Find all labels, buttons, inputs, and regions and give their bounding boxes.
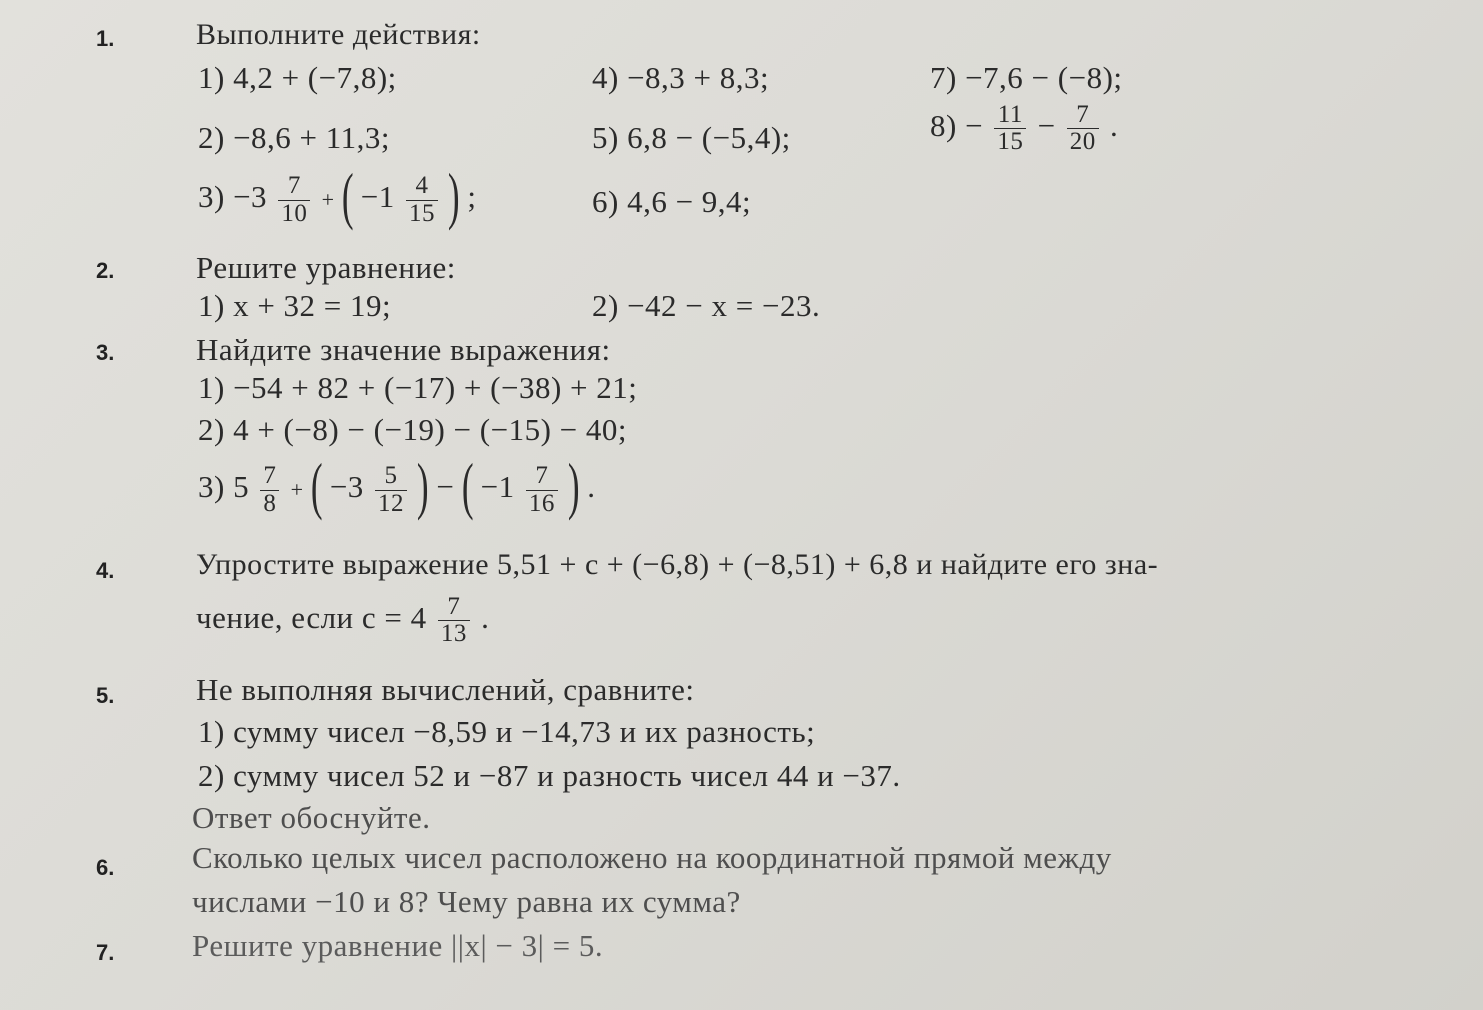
- task-1-item-8-prefix: 8) −: [930, 107, 984, 143]
- task-1-item-8-fraction-2: [1067, 102, 1099, 156]
- task-4-line-1: Упростите выражение 5,51 + c + (−6,8) + (−8,51) + 6,8 и найдите его зна-: [196, 548, 1159, 581]
- task-1-item-2: 2) −8,6 + 11,3;: [198, 120, 391, 155]
- task-1-item-4: 4) −8,3 + 8,3;: [592, 60, 770, 95]
- task-1-number: 1.: [96, 26, 115, 51]
- task-3-item-3-plus: +: [290, 477, 304, 503]
- fraction-denominator: 10: [278, 200, 310, 227]
- task-1-title: Выполните действия:: [196, 18, 481, 51]
- fraction-denominator: 20: [1067, 128, 1099, 155]
- task-3-item-3: [198, 450, 596, 522]
- right-parenthesis: ): [448, 160, 461, 231]
- fraction-numerator: 7: [263, 462, 277, 490]
- right-parenthesis: ): [417, 450, 430, 521]
- task-2-item-1: 1) x + 32 = 19;: [198, 288, 392, 323]
- task-1-item-8-end: .: [1110, 107, 1119, 143]
- task-5-item-1: 1) сумму чисел −8,59 и −14,73 и их разность;: [198, 714, 816, 749]
- right-parenthesis: ): [568, 450, 581, 521]
- task-5-title: Не выполняя вычислений, сравните:: [196, 672, 695, 707]
- task-2-item-2: 2) −42 − x = −23.: [592, 288, 821, 323]
- task-2-title: Решите уравнение:: [196, 250, 456, 285]
- task-4-line-2-prefix: чение, если c = 4: [196, 599, 427, 635]
- task-1-item-8-fraction-1: [994, 102, 1026, 156]
- task-6-number: 6.: [96, 855, 115, 880]
- task-1-item-3-end: ;: [467, 179, 477, 215]
- left-parenthesis: (: [341, 160, 354, 231]
- task-3-item-3-fraction-1: [260, 463, 279, 517]
- task-1-item-6: 6) 4,6 − 9,4;: [592, 184, 752, 219]
- fraction-numerator: 11: [997, 101, 1023, 128]
- task-3-item-3-prefix: 3) 5: [198, 469, 250, 505]
- task-1-item-8-minus: −: [1037, 107, 1056, 143]
- fraction-denominator: 8: [260, 490, 279, 517]
- task-3-number: 3.: [96, 340, 115, 365]
- fraction-numerator: 5: [384, 462, 398, 490]
- fraction-numerator: 7: [535, 462, 549, 490]
- task-3-item-3-inner-1: −3: [329, 469, 364, 505]
- task-6-line-2: числами −10 и 8? Чему равна их сумма?: [192, 884, 741, 919]
- task-3-item-3-minus: −: [436, 469, 455, 505]
- task-1-item-3-fraction-2: [406, 173, 438, 227]
- task-1-item-7: 7) −7,6 − (−8);: [930, 60, 1123, 95]
- task-6-line-1: Сколько целых чисел расположено на координатной прямой между: [192, 840, 1112, 875]
- left-parenthesis: (: [310, 450, 323, 521]
- fraction-denominator: 16: [526, 490, 558, 517]
- fraction-numerator: 7: [287, 172, 301, 200]
- fraction-denominator: 15: [406, 200, 438, 227]
- task-5-item-2: 2) сумму чисел 52 и −87 и разность чисел 44 и −37.: [198, 758, 901, 793]
- task-7-number: 7.: [96, 940, 115, 965]
- task-1-item-3-inner: −1: [360, 179, 395, 215]
- task-3-item-2: 2) 4 + (−8) − (−19) − (−15) − 40;: [198, 412, 628, 447]
- fraction-denominator: 13: [438, 620, 470, 647]
- task-2-number: 2.: [96, 258, 115, 283]
- task-5-note: Ответ обоснуйте.: [192, 800, 431, 835]
- task-3-item-3-end: .: [587, 469, 596, 505]
- task-1-item-3: [198, 160, 477, 232]
- task-1-item-8: [930, 102, 1118, 156]
- task-3-title: Найдите значение выражения:: [196, 332, 611, 367]
- fraction-numerator: 7: [447, 593, 461, 620]
- task-3-item-3-fraction-2: [375, 463, 407, 517]
- task-3-item-1: 1) −54 + 82 + (−17) + (−38) + 21;: [198, 370, 638, 405]
- fraction-numerator: 4: [415, 172, 429, 200]
- fraction-denominator: 15: [994, 128, 1026, 155]
- task-1-item-3-prefix: 3) −3: [198, 179, 268, 215]
- task-4-number: 4.: [96, 558, 115, 583]
- task-4-fraction: [438, 594, 470, 648]
- task-1-item-3-plus: +: [321, 187, 335, 213]
- left-parenthesis: (: [461, 450, 474, 521]
- task-1-item-1: 1) 4,2 + (−7,8);: [198, 60, 397, 95]
- fraction-denominator: 12: [375, 490, 407, 517]
- task-7-text: Решите уравнение ||x| − 3| = 5.: [192, 928, 604, 963]
- task-3-item-3-fraction-3: [526, 463, 558, 517]
- task-4-line-2: [196, 594, 489, 648]
- task-3-item-3-inner-2: −1: [480, 469, 515, 505]
- task-4-line-2-end: .: [481, 599, 490, 635]
- task-1-item-3-fraction-1: [278, 173, 310, 227]
- fraction-numerator: 7: [1076, 101, 1090, 128]
- task-5-number: 5.: [96, 683, 115, 708]
- task-1-item-5: 5) 6,8 − (−5,4);: [592, 120, 791, 155]
